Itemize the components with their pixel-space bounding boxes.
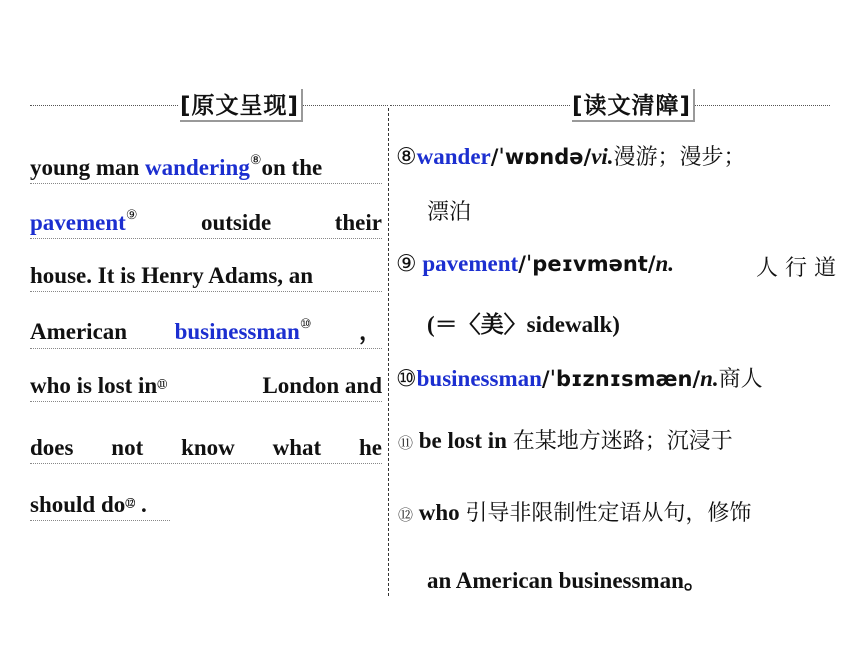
text-line-6: does not know what he: [30, 435, 382, 464]
note-ref-12: ⑫: [125, 499, 136, 510]
note-ref-11: ⑪: [157, 380, 168, 391]
note-9-cont: (＝〈美〉sidewalk): [427, 312, 620, 337]
note-ref-8: ⑧: [249, 152, 262, 167]
note-10-word: businessman: [416, 366, 542, 391]
word-wandering: wandering: [145, 155, 250, 180]
text-line-7: should do⑫ .: [30, 492, 170, 521]
text-line-1: young man wandering⑧on the: [30, 155, 382, 184]
notes-heading: [读文清障]: [570, 87, 693, 120]
note-8-word: wander: [416, 144, 491, 169]
word-businessman: businessman: [174, 319, 300, 344]
note-9-word: pavement: [422, 251, 519, 276]
original-text-heading: [原文呈现]: [178, 87, 301, 120]
note-ref-9: ⑨: [125, 207, 138, 222]
note-ref-10: ⑩: [299, 316, 312, 331]
text-line-4: American businessman⑩ ，: [30, 313, 382, 349]
note-8: ⑧wander/ˈwɒndə/vi.漫游；漫步；: [396, 144, 746, 170]
note-12-cont: an American businessman。: [427, 568, 707, 593]
note-12: ⑫ who 引导非限制性定语从句，修饰: [398, 500, 752, 526]
word-pavement: pavement: [30, 210, 126, 235]
text-line-2: pavement⑨ outside their: [30, 210, 382, 239]
text-line-5: who is lost in⑪ London and: [30, 373, 382, 402]
column-divider: [388, 108, 389, 596]
note-9: ⑨ pavement/ˈpeɪvmənt/n. 人 行 道: [396, 251, 836, 281]
note-8-cont: 漂泊: [427, 200, 472, 225]
text-line-3: house. It is Henry Adams, an: [30, 263, 382, 292]
note-10: ⑩businessman/ˈbɪznɪsmæn/n.商人: [396, 366, 763, 392]
note-11: ⑪ be lost in 在某地方迷路；沉浸于: [398, 428, 733, 454]
